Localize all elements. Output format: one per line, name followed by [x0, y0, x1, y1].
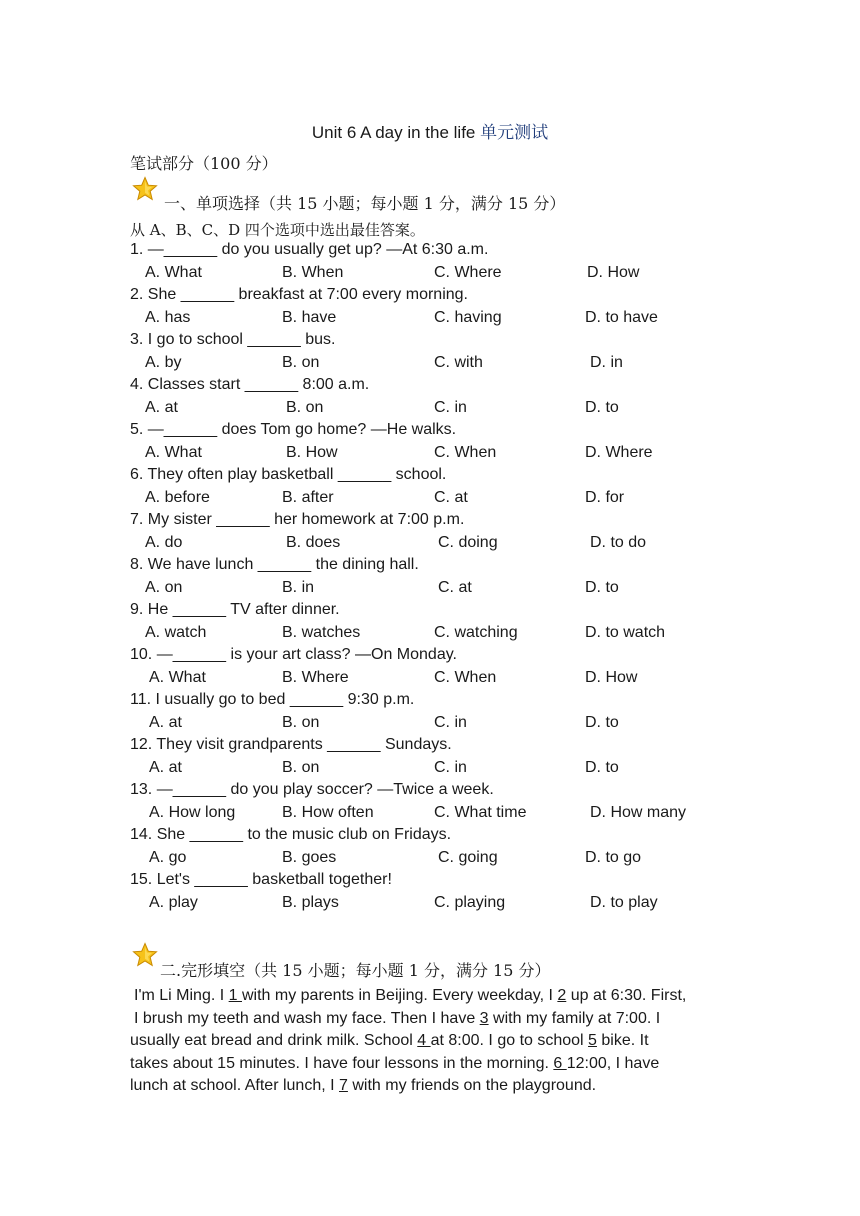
answer-option: A. What [149, 668, 206, 686]
answer-option: C. at [438, 578, 472, 596]
title-english: Unit 6 A day in the life [311, 123, 481, 142]
blank-number: 4 [417, 1032, 431, 1050]
passage-text: lunch at school. After lunch, I [130, 1077, 340, 1095]
answer-option: B. have [282, 308, 337, 326]
passage-text: with my friends on the playground. [347, 1077, 597, 1095]
answer-option: C. having [434, 308, 502, 326]
passage-line [134, 1008, 660, 1031]
answer-option: D. to [585, 578, 619, 596]
answer-option: D. How [587, 263, 640, 281]
passage-line [130, 1075, 596, 1098]
answer-option: A. How long [149, 803, 236, 821]
answer-option: A. before [145, 488, 210, 506]
answer-option: D. to watch [585, 623, 666, 641]
question-text: 4. Classes start ______ 8:00 a.m. [130, 376, 370, 393]
answer-option: C. with [434, 353, 483, 371]
answer-option: B. How often [282, 803, 374, 821]
answer-option: D. to go [585, 848, 642, 866]
section1-instruction: 从 A、B、C、D 四个选项中选出最佳答案。 [130, 221, 425, 239]
passage-text: takes about 15 minutes. I have four lessons in the morning. [130, 1054, 554, 1072]
passage-text: with my parents in Beijing. Every weekday, I [241, 987, 558, 1004]
answer-option: C. in [434, 398, 467, 416]
answer-option: B. plays [282, 893, 339, 911]
answer-option: B. on [286, 398, 324, 416]
question-text: 14. She ______ to the music club on Fridays. [130, 826, 452, 843]
question-text: 9. He ______ TV after dinner. [130, 601, 340, 618]
answer-option: D. Where [585, 443, 653, 461]
passage-text: I brush my teeth and wash my face. Then I have [134, 1009, 480, 1027]
answer-option: A. on [145, 578, 183, 596]
passage-text: at 8:00. I go to school [430, 1032, 589, 1050]
passage-line [130, 1030, 649, 1053]
passage-text: I'm Li Ming. I [134, 987, 229, 1004]
answer-option: B. in [282, 578, 315, 596]
passage-text: 12:00, I have [566, 1054, 660, 1072]
passage-text: up at 6:30. First, [566, 987, 687, 1004]
answer-option: D. in [590, 353, 623, 371]
answer-option: B. goes [282, 848, 337, 866]
answer-option: C. doing [438, 533, 498, 551]
answer-option: D. How many [590, 803, 687, 821]
answer-option: D. to [585, 713, 619, 731]
answer-option: A. at [145, 398, 178, 416]
answer-option: D. How [585, 668, 638, 686]
answer-option: A. go [149, 848, 187, 866]
question-text: 10. —______ is your art class? —On Monday. [130, 646, 457, 663]
question-text: 2. She ______ breakfast at 7:00 every morning. [130, 286, 468, 303]
passage-line [130, 1053, 659, 1076]
answer-option: D. to [585, 758, 619, 776]
answer-option: A. What [145, 443, 202, 461]
answer-option: A. do [145, 533, 183, 551]
answer-option: D. to [585, 398, 619, 416]
question-text: 3. I go to school ______ bus. [130, 331, 336, 348]
answer-option: C. watching [434, 623, 518, 641]
passage-text: usually eat bread and drink milk. School [130, 1032, 418, 1050]
question-text: 11. I usually go to bed ______ 9:30 p.m. [130, 691, 415, 708]
blank-number: 5 [588, 1032, 597, 1050]
star-icon [132, 176, 158, 207]
question-text: 13. —______ do you play soccer? —Twice a week. [130, 781, 494, 798]
answer-option: C. in [434, 758, 467, 776]
question-text: 15. Let's ______ basketball together! [130, 871, 392, 888]
title-chinese: 单元测试 [480, 123, 549, 142]
written-part-label: 笔试部分（100 分） [130, 154, 278, 173]
answer-option: B. after [282, 488, 334, 506]
blank-number: 1 [228, 987, 242, 1004]
answer-option: B. When [282, 263, 344, 281]
page-title [0, 118, 860, 143]
answer-option: B. How [286, 443, 338, 461]
passage-text: with my family at 7:00. I [488, 1009, 661, 1027]
answer-option: B. watches [282, 623, 361, 641]
blank-number: 3 [479, 1009, 489, 1027]
answer-option: A. by [145, 353, 182, 371]
answer-option: B. Where [282, 668, 349, 686]
blank-number: 6 [553, 1054, 567, 1072]
answer-option: A. at [149, 713, 182, 731]
answer-option: B. on [282, 353, 320, 371]
section1-heading: 一、单项选择（共 15 小题；每小题 1 分，满分 15 分） [164, 194, 566, 213]
question-text: 6. They often play basketball ______ school. [130, 466, 447, 483]
answer-option: A. play [149, 893, 198, 911]
answer-option: C. When [434, 443, 497, 461]
star-icon [132, 942, 158, 973]
answer-option: A. at [149, 758, 182, 776]
answer-option: C. going [438, 848, 498, 866]
answer-option: A. What [145, 263, 202, 281]
section2-heading: 二.完形填空（共 15 小题；每小题 1 分，满分 15 分） [160, 961, 551, 980]
answer-option: C. playing [434, 893, 506, 911]
answer-option: B. does [286, 533, 341, 551]
blank-number: 2 [557, 987, 567, 1004]
passage-text: bike. It [596, 1032, 649, 1050]
answer-option: D. to have [585, 308, 658, 326]
answer-option: D. to do [590, 533, 647, 551]
answer-option: B. on [282, 713, 320, 731]
answer-option: C. at [434, 488, 468, 506]
question-text: 12. They visit grandparents ______ Sundays. [130, 736, 452, 753]
answer-option: C. What time [434, 803, 527, 821]
answer-option: A. has [145, 308, 191, 326]
answer-option: D. for [585, 488, 625, 506]
question-text: 1. —______ do you usually get up? —At 6:30 a.m. [130, 241, 489, 258]
passage-line [134, 985, 686, 1008]
question-text: 5. —______ does Tom go home? —He walks. [130, 421, 457, 438]
question-text: 8. We have lunch ______ the dining hall. [130, 556, 419, 573]
answer-option: C. Where [434, 263, 502, 281]
blank-number: 7 [339, 1077, 348, 1095]
answer-option: C. in [434, 713, 467, 731]
answer-option: C. When [434, 668, 497, 686]
answer-option: D. to play [590, 893, 658, 911]
answer-option: B. on [282, 758, 320, 776]
question-text: 7. My sister ______ her homework at 7:00 p.m. [130, 511, 465, 528]
answer-option: A. watch [145, 623, 207, 641]
